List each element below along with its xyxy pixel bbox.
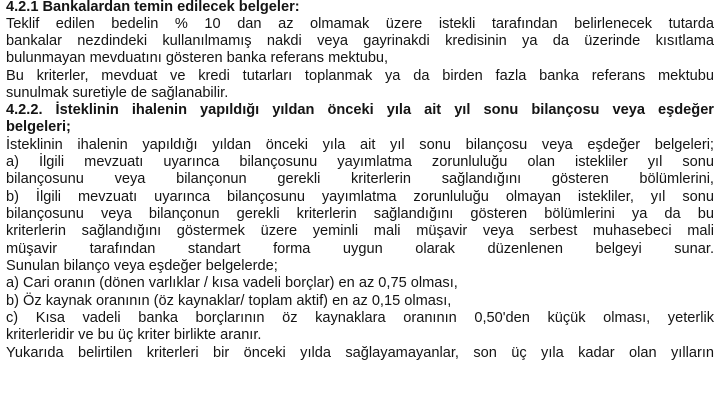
paragraph-line: bilançosunu veya bilançonun gerekli kriterlerin sağlandığını gösteren bölümlerini, bbox=[6, 171, 714, 187]
list-item-c: c) Kısa vadeli banka borçlarının öz kaynaklara oranının 0,50'den küçük olması, yeterlik bbox=[6, 310, 714, 326]
paragraph-line: bankalar nezdindeki kullanılmamış nakdi veya gayrinakdi kredisinin ya da üzerinde kısıtlama bbox=[6, 33, 714, 49]
list-item-b: b) Öz kaynak oranının (öz kaynaklar/ toplam aktif) en az 0,15 olması, bbox=[6, 293, 452, 309]
paragraph-line: kriterleridir ve bu üç kriter birlikte aranır. bbox=[6, 327, 262, 343]
paragraph-line: sunulmak suretiyle de sağlanabilir. bbox=[6, 85, 229, 101]
section-heading-4-2-2: 4.2.2. İsteklinin ihalenin yapıldığı yıldan önceki yıla ait yıl sonu bilançosu veya eşdeğer bbox=[6, 102, 714, 118]
section-heading-4-2-2-continued: belgeleri; bbox=[6, 119, 71, 135]
paragraph-line: Teklif edilen bedelin % 10 dan az olmamak üzere istekli tarafından belirlenecek tutarda bbox=[6, 16, 714, 32]
paragraph-line: a) İlgili mevzuatı uyarınca bilançosunu yayımlatma zorunluluğu olan istekliler yıl sonu bbox=[6, 154, 714, 170]
paragraph-line: bulunmayan mevduatını gösteren banka referans mektubu, bbox=[6, 50, 389, 66]
paragraph-line: Sunulan bilanço veya eşdeğer belgelerde; bbox=[6, 258, 278, 274]
paragraph-line: İsteklinin ihalenin yapıldığı yıldan önceki yıla ait yıl sonu bilançosu veya eşdeğer belgeleri; bbox=[6, 137, 714, 153]
paragraph-line: bilançosunu veya bilançonun gerekli kriterlerin sağlandığını gösteren bölümlerini ya da bu bbox=[6, 206, 714, 222]
paragraph-line: müşavir tarafından standart forma uygun olarak düzenlenen belgeyi sunar. bbox=[6, 241, 714, 257]
list-item-a: a) Cari oranın (dönen varlıklar / kısa vadeli borçlar) en az 0,75 olması, bbox=[6, 275, 458, 291]
section-heading-4-2-1: 4.2.1 Bankalardan temin edilecek belgeler: bbox=[6, 0, 300, 15]
paragraph-line: Bu kriterler, mevduat ve kredi tutarları toplanmak ya da birden fazla banka referans mektubu bbox=[6, 68, 714, 84]
paragraph-line: b) İlgili mevzuatı uyarınca bilançosunu yayımlatma zorunluluğu olmayan istekliler, yıl sonu bbox=[6, 189, 714, 205]
paragraph-line: Yukarıda belirtilen kriterleri bir önceki yılda sağlayamayanlar, son üç yıla kadar olan yılların bbox=[6, 345, 714, 361]
paragraph-line: kriterlerin sağlandığını göstermek üzere yeminli mali müşavir veya serbest muhasebeci mali bbox=[6, 223, 714, 239]
